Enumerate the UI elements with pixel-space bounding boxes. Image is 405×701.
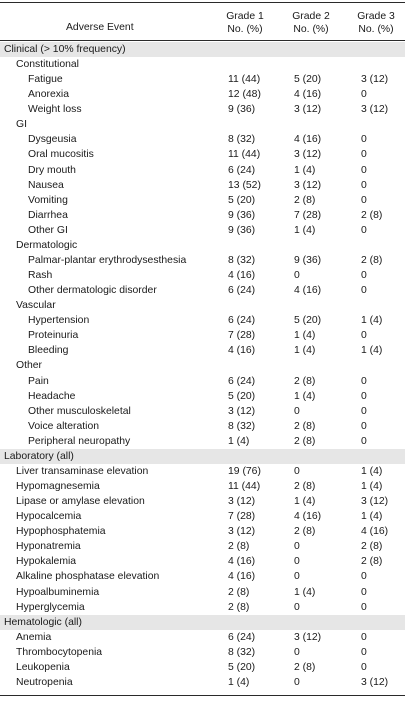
grade-1-cell: 7 (28) bbox=[228, 330, 256, 342]
subsection-header-row bbox=[0, 117, 405, 132]
grade-1-cell: 3 (12) bbox=[228, 405, 256, 417]
grade-2-cell: 2 (8) bbox=[294, 661, 316, 673]
grade-2-cell: 4 (16) bbox=[294, 134, 322, 146]
grade-1-cell: 9 (36) bbox=[228, 224, 256, 236]
table-header-rule bbox=[0, 40, 405, 41]
table-bottom-rule bbox=[0, 695, 405, 696]
grade-2-cell: 9 (36) bbox=[294, 254, 322, 266]
grade-1-cell: 2 (8) bbox=[228, 586, 250, 598]
grade-1-cell: 6 (24) bbox=[228, 164, 256, 176]
grade-3-cell: 1 (4) bbox=[361, 511, 383, 523]
row-label: Hypomagnesemia bbox=[16, 481, 100, 493]
row-label: Proteinuria bbox=[28, 330, 79, 342]
row-label: Vomiting bbox=[28, 194, 68, 206]
row-label: Hypokalemia bbox=[16, 556, 77, 568]
grade-2-cell: 5 (20) bbox=[294, 74, 322, 86]
grade-3-cell: 0 bbox=[361, 390, 367, 402]
row-label: Peripheral neuropathy bbox=[28, 435, 131, 447]
grade-2-cell: 4 (16) bbox=[294, 89, 322, 101]
table-top-rule bbox=[0, 2, 405, 3]
table-row bbox=[0, 268, 405, 283]
row-label: Hypoalbuminemia bbox=[16, 586, 100, 598]
grade-1-cell: 6 (24) bbox=[228, 631, 256, 643]
grade-2-cell: 1 (4) bbox=[294, 390, 316, 402]
table-row bbox=[0, 87, 405, 102]
row-label: Clinical (> 10% frequency) bbox=[4, 44, 126, 55]
grade-2-cell: 4 (16) bbox=[294, 285, 322, 297]
grade-2-cell: 0 bbox=[294, 601, 300, 613]
grade-3-cell: 0 bbox=[361, 420, 367, 432]
grade-1-cell: 11 (44) bbox=[228, 149, 261, 161]
row-label: Hyponatremia bbox=[16, 541, 81, 553]
row-label: Dermatologic bbox=[16, 239, 78, 251]
grade-1-cell: 19 (76) bbox=[228, 465, 261, 477]
table-row bbox=[0, 132, 405, 147]
table-row bbox=[0, 630, 405, 645]
row-label: Leukopenia bbox=[16, 661, 70, 673]
table-row bbox=[0, 193, 405, 208]
grade-2-cell: 2 (8) bbox=[294, 435, 316, 447]
grade-2-cell: 2 (8) bbox=[294, 194, 316, 206]
table-row bbox=[0, 479, 405, 494]
table-row bbox=[0, 645, 405, 660]
grade-2-cell: 3 (12) bbox=[294, 104, 322, 116]
grade-3-cell: 0 bbox=[361, 646, 367, 658]
grade-2-cell: 0 bbox=[294, 405, 300, 417]
grade-3-cell: 4 (16) bbox=[361, 526, 389, 538]
grade-3-cell: 0 bbox=[361, 134, 367, 146]
table-row bbox=[0, 524, 405, 539]
row-label: Rash bbox=[28, 270, 53, 282]
subsection-header-row bbox=[0, 358, 405, 373]
grade-3-cell: 0 bbox=[361, 435, 367, 447]
grade-2-cell: 7 (28) bbox=[294, 209, 322, 221]
row-label: Laboratory (all) bbox=[4, 450, 74, 462]
section-header-row bbox=[0, 449, 405, 464]
grade-2-cell: 1 (4) bbox=[294, 164, 316, 176]
table-row bbox=[0, 343, 405, 358]
grade-3-cell: 0 bbox=[361, 89, 367, 101]
table-row bbox=[0, 569, 405, 584]
row-label: Anemia bbox=[16, 631, 52, 643]
table-row bbox=[0, 675, 405, 690]
grade-1-cell: 9 (36) bbox=[228, 104, 256, 116]
grade-1-cell: 8 (32) bbox=[228, 254, 256, 266]
grade-3-cell: 1 (4) bbox=[361, 315, 383, 327]
row-label: Dysgeusia bbox=[28, 134, 77, 146]
section-header-row bbox=[0, 42, 405, 57]
row-label: Bleeding bbox=[28, 345, 69, 357]
grade-2-cell: 1 (4) bbox=[294, 224, 316, 236]
grade-3-cell: 0 bbox=[361, 330, 367, 342]
grade-1-cell: 2 (8) bbox=[228, 541, 250, 553]
grade-1-cell: 8 (32) bbox=[228, 420, 256, 432]
header-grade-1-title: Grade 1 bbox=[226, 11, 264, 22]
table-row bbox=[0, 72, 405, 87]
grade-2-cell: 0 bbox=[294, 556, 300, 568]
grade-2-cell: 2 (8) bbox=[294, 375, 316, 387]
row-label: Other GI bbox=[28, 224, 68, 236]
grade-1-cell: 3 (12) bbox=[228, 496, 256, 508]
table-row bbox=[0, 600, 405, 615]
row-label: Hyperglycemia bbox=[16, 601, 85, 613]
grade-3-cell: 2 (8) bbox=[361, 209, 383, 221]
grade-1-cell: 5 (20) bbox=[228, 194, 256, 206]
grade-3-cell: 0 bbox=[361, 571, 367, 583]
row-label: Dry mouth bbox=[28, 164, 76, 176]
table-row bbox=[0, 208, 405, 223]
row-label: Oral mucositis bbox=[28, 149, 94, 161]
table-row bbox=[0, 283, 405, 298]
table-row bbox=[0, 102, 405, 117]
grade-2-cell: 2 (8) bbox=[294, 420, 316, 432]
subsection-header-row bbox=[0, 57, 405, 72]
grade-1-cell: 3 (12) bbox=[228, 526, 256, 538]
grade-2-cell: 5 (20) bbox=[294, 315, 322, 327]
grade-3-cell: 0 bbox=[361, 149, 367, 161]
grade-1-cell: 5 (20) bbox=[228, 390, 256, 402]
grade-1-cell: 9 (36) bbox=[228, 209, 256, 221]
row-label: Other bbox=[16, 360, 42, 372]
row-label: Headache bbox=[28, 390, 76, 402]
grade-3-cell: 0 bbox=[361, 270, 367, 282]
grade-1-cell: 11 (44) bbox=[228, 481, 261, 493]
grade-2-cell: 1 (4) bbox=[294, 496, 316, 508]
table-row bbox=[0, 404, 405, 419]
grade-3-cell: 0 bbox=[361, 661, 367, 673]
table-row bbox=[0, 374, 405, 389]
grade-1-cell: 1 (4) bbox=[228, 435, 250, 447]
header-adverse-event: Adverse Event bbox=[66, 22, 134, 33]
table-row bbox=[0, 585, 405, 600]
grade-3-cell: 0 bbox=[361, 194, 367, 206]
table-row bbox=[0, 539, 405, 554]
grade-1-cell: 13 (52) bbox=[228, 179, 261, 191]
row-label: Weight loss bbox=[28, 104, 82, 116]
grade-1-cell: 12 (48) bbox=[228, 89, 261, 101]
section-header-row bbox=[0, 615, 405, 630]
grade-2-cell: 0 bbox=[294, 465, 300, 477]
table-row bbox=[0, 163, 405, 178]
table-row bbox=[0, 178, 405, 193]
row-label: Voice alteration bbox=[28, 420, 100, 432]
grade-2-cell: 0 bbox=[294, 270, 300, 282]
grade-1-cell: 11 (44) bbox=[228, 74, 261, 86]
grade-3-cell: 2 (8) bbox=[361, 556, 383, 568]
header-grade-1-unit: No. (%) bbox=[227, 24, 263, 35]
row-label: Palmar-plantar erythrodysesthesia bbox=[28, 254, 187, 266]
grade-1-cell: 8 (32) bbox=[228, 646, 256, 658]
grade-3-cell: 0 bbox=[361, 224, 367, 236]
table-row bbox=[0, 494, 405, 509]
row-label: Alkaline phosphatase elevation bbox=[16, 571, 160, 583]
grade-3-cell: 0 bbox=[361, 375, 367, 387]
header-grade-3-unit: No. (%) bbox=[358, 24, 394, 35]
table-row bbox=[0, 434, 405, 449]
header-grade-2 bbox=[280, 10, 342, 36]
grade-1-cell: 5 (20) bbox=[228, 661, 256, 673]
row-label: Nausea bbox=[28, 179, 64, 191]
row-label: Diarrhea bbox=[28, 209, 68, 221]
grade-3-cell: 2 (8) bbox=[361, 254, 383, 266]
subsection-header-row bbox=[0, 238, 405, 253]
grade-1-cell: 6 (24) bbox=[228, 285, 256, 297]
table-row bbox=[0, 419, 405, 434]
row-label: GI bbox=[16, 119, 27, 131]
grade-2-cell: 3 (12) bbox=[294, 631, 322, 643]
grade-1-cell: 7 (28) bbox=[228, 511, 256, 523]
grade-3-cell: 0 bbox=[361, 586, 367, 598]
table-row bbox=[0, 389, 405, 404]
grade-3-cell: 0 bbox=[361, 405, 367, 417]
grade-3-cell: 3 (12) bbox=[361, 496, 389, 508]
grade-2-cell: 1 (4) bbox=[294, 345, 316, 357]
table-row bbox=[0, 147, 405, 162]
row-label: Hematologic (all) bbox=[4, 616, 82, 628]
row-label: Hypertension bbox=[28, 315, 90, 327]
grade-2-cell: 0 bbox=[294, 541, 300, 553]
grade-3-cell: 0 bbox=[361, 631, 367, 643]
grade-2-cell: 2 (8) bbox=[294, 526, 316, 538]
grade-1-cell: 6 (24) bbox=[228, 375, 256, 387]
grade-2-cell: 3 (12) bbox=[294, 179, 322, 191]
row-label: Hypocalcemia bbox=[16, 511, 82, 523]
header-grade-2-title: Grade 2 bbox=[292, 11, 330, 22]
table-row bbox=[0, 223, 405, 238]
header-grade-3-title: Grade 3 bbox=[357, 11, 395, 22]
table-row bbox=[0, 464, 405, 479]
row-label: Anorexia bbox=[28, 89, 70, 101]
grade-3-cell: 0 bbox=[361, 179, 367, 191]
grade-2-cell: 0 bbox=[294, 571, 300, 583]
row-label: Other musculoskeletal bbox=[28, 405, 131, 417]
grade-1-cell: 4 (16) bbox=[228, 345, 256, 357]
row-label: Constitutional bbox=[16, 59, 79, 71]
row-label: Neutropenia bbox=[16, 676, 73, 688]
row-label: Liver transaminase elevation bbox=[16, 465, 149, 477]
grade-2-cell: 3 (12) bbox=[294, 149, 322, 161]
grade-3-cell: 3 (12) bbox=[361, 676, 389, 688]
table-row bbox=[0, 660, 405, 675]
grade-2-cell: 4 (16) bbox=[294, 511, 322, 523]
row-label: Other dermatologic disorder bbox=[28, 285, 157, 297]
row-label: Lipase or amylase elevation bbox=[16, 496, 145, 508]
grade-1-cell: 4 (16) bbox=[228, 571, 256, 583]
table-row bbox=[0, 509, 405, 524]
grade-2-cell: 1 (4) bbox=[294, 586, 316, 598]
grade-3-cell: 0 bbox=[361, 164, 367, 176]
grade-1-cell: 2 (8) bbox=[228, 601, 250, 613]
grade-3-cell: 0 bbox=[361, 601, 367, 613]
grade-3-cell: 3 (12) bbox=[361, 104, 389, 116]
row-label: Fatigue bbox=[28, 74, 63, 86]
grade-2-cell: 2 (8) bbox=[294, 481, 316, 493]
table-row bbox=[0, 328, 405, 343]
table-row bbox=[0, 554, 405, 569]
grade-3-cell: 3 (12) bbox=[361, 74, 389, 86]
row-label: Pain bbox=[28, 375, 49, 387]
grade-3-cell: 0 bbox=[361, 285, 367, 297]
grade-2-cell: 0 bbox=[294, 646, 300, 658]
grade-3-cell: 2 (8) bbox=[361, 541, 383, 553]
row-label: Thrombocytopenia bbox=[16, 646, 103, 658]
row-label: Vascular bbox=[16, 300, 56, 312]
header-grade-3 bbox=[345, 10, 405, 36]
row-label: Hypophosphatemia bbox=[16, 526, 106, 538]
grade-3-cell: 1 (4) bbox=[361, 465, 383, 477]
grade-2-cell: 1 (4) bbox=[294, 330, 316, 342]
table-row bbox=[0, 313, 405, 328]
grade-1-cell: 4 (16) bbox=[228, 556, 256, 568]
subsection-header-row bbox=[0, 298, 405, 313]
table-row bbox=[0, 253, 405, 268]
grade-1-cell: 1 (4) bbox=[228, 676, 250, 688]
grade-3-cell: 1 (4) bbox=[361, 345, 383, 357]
grade-3-cell: 1 (4) bbox=[361, 481, 383, 493]
grade-1-cell: 6 (24) bbox=[228, 315, 256, 327]
grade-2-cell: 0 bbox=[294, 676, 300, 688]
header-grade-2-unit: No. (%) bbox=[293, 24, 329, 35]
grade-1-cell: 8 (32) bbox=[228, 134, 256, 146]
header-grade-1 bbox=[214, 10, 276, 36]
grade-1-cell: 4 (16) bbox=[228, 270, 256, 282]
